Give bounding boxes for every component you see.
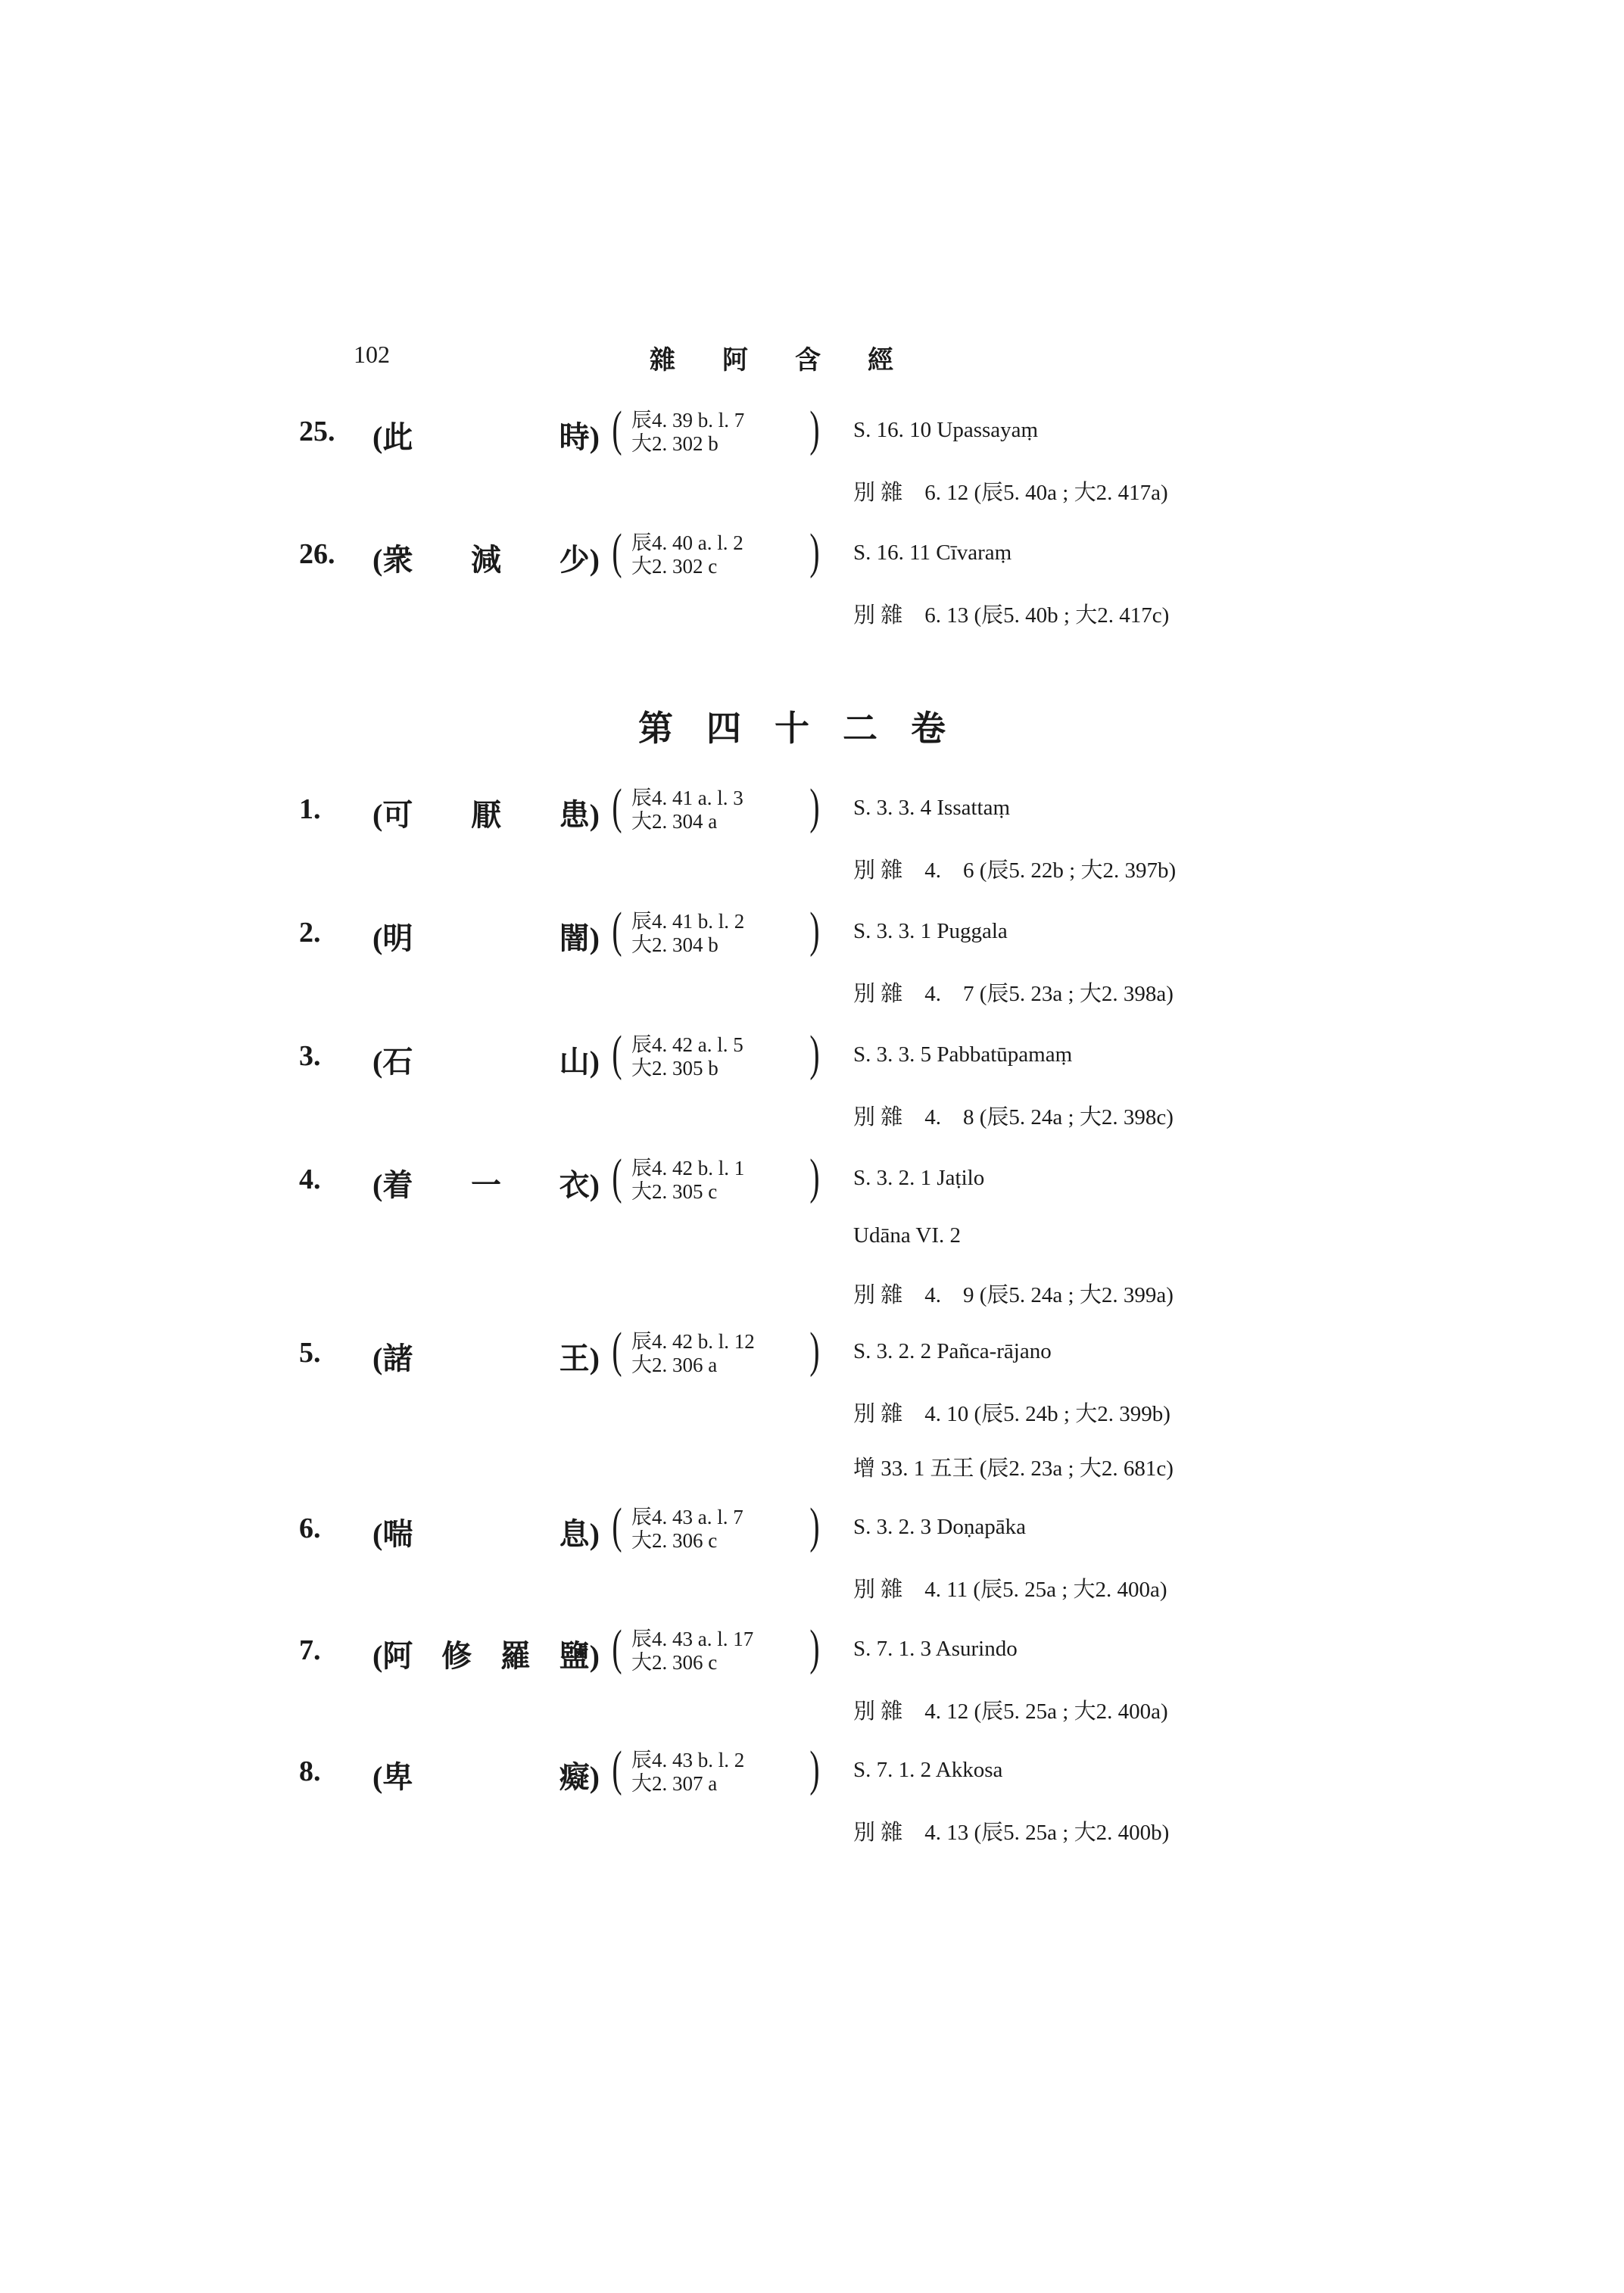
entry-title-char: 修 (441, 1639, 472, 1673)
reference-line-1: 辰4. 43 a. l. 7 (631, 1506, 743, 1528)
entry-number: 26. (299, 538, 335, 570)
reference-bracket (612, 1498, 820, 1557)
entry-title-char: 山) (559, 1045, 600, 1079)
parallel-reference: 增 33. 1 五王 (辰2. 23a ; 大2. 681c) (853, 1456, 1174, 1481)
reference-line-2: 大2. 307 a (631, 1772, 718, 1795)
parallel-reference: 別 雜 4. 11 (辰5. 25a ; 大2. 400a) (853, 1578, 1167, 1602)
left-paren: ( (612, 1620, 622, 1675)
entry-number: 8. (299, 1756, 321, 1787)
parallel-reference: 別 雜 4. 13 (辰5. 25a ; 大2. 400b) (853, 1821, 1170, 1845)
reference-line-2: 大2. 305 c (631, 1180, 718, 1203)
right-paren: ) (809, 779, 820, 834)
pali-reference: S. 3. 2. 2 Pañca-rājano (853, 1339, 1052, 1363)
right-paren: ) (809, 1741, 820, 1796)
pali-reference: S. 3. 2. 3 Doṇapāka (853, 1515, 1026, 1539)
entry-title-char: 少) (559, 543, 600, 577)
entry-title (372, 1632, 600, 1675)
entry-title-char: 王) (559, 1341, 600, 1375)
reference-line-2: 大2. 302 b (631, 432, 718, 455)
reference-bracket (612, 1620, 820, 1679)
reference-bracket (612, 1323, 820, 1382)
entry-title (372, 1335, 600, 1378)
entry-title-char: 鹽) (559, 1639, 600, 1673)
reference-line-2: 大2. 302 c (631, 555, 718, 578)
pali-reference: S. 3. 3. 1 Puggala (853, 919, 1008, 943)
entry-title-char: (阿 (372, 1639, 413, 1673)
entry-title-char: 時) (559, 420, 600, 454)
left-paren: ( (612, 1149, 622, 1204)
entry-number: 7. (299, 1634, 321, 1666)
entry-title-char: (衆 (372, 543, 413, 577)
entry-title-char: (此 (372, 420, 413, 454)
entry-number: 5. (299, 1337, 321, 1369)
entry-title (372, 791, 600, 834)
parallel-reference: 別 雜 4. 10 (辰5. 24b ; 大2. 399b) (853, 1402, 1170, 1426)
right-paren: ) (809, 1149, 820, 1204)
entry-number: 2. (299, 917, 321, 949)
entry-number: 3. (299, 1040, 321, 1072)
reference-bracket (612, 401, 820, 460)
entry-title (372, 1161, 600, 1204)
entry-title-char: (可 (372, 798, 413, 832)
reference-line-1: 辰4. 43 b. l. 2 (631, 1749, 745, 1771)
entry-title (372, 413, 600, 456)
entry-title (372, 1038, 600, 1081)
reference-line-2: 大2. 304 a (631, 810, 718, 833)
reference-line-1: 辰4. 41 b. l. 2 (631, 910, 745, 933)
left-paren: ( (612, 1498, 622, 1553)
right-paren: ) (809, 401, 820, 456)
right-paren: ) (809, 1498, 820, 1553)
left-paren: ( (612, 524, 622, 579)
parallel-reference: 別 雜 4. 12 (辰5. 25a ; 大2. 400a) (853, 1699, 1168, 1724)
reference-line-1: 辰4. 42 b. l. 1 (631, 1157, 745, 1179)
running-title: 雜阿含經 (650, 347, 940, 375)
entry-title-char: 減 (471, 543, 501, 577)
reference-line-1: 辰4. 42 a. l. 5 (631, 1033, 743, 1056)
entry-number: 1. (299, 793, 321, 825)
entry-title-char: 一 (471, 1168, 501, 1202)
right-paren: ) (809, 902, 820, 958)
pali-reference: S. 16. 11 Cīvaraṃ (853, 541, 1012, 565)
pali-reference: S. 3. 3. 5 Pabbatūpamaṃ (853, 1042, 1073, 1067)
right-paren: ) (809, 1323, 820, 1378)
entry-title-char: 羅 (500, 1639, 531, 1673)
reference-line-1: 辰4. 39 b. l. 7 (631, 409, 745, 431)
left-paren: ( (612, 1741, 622, 1796)
parallel-reference: 別 雜 4. 8 (辰5. 24a ; 大2. 398c) (853, 1105, 1174, 1129)
entry-title-char: 癡) (559, 1760, 600, 1794)
reference-line-2: 大2. 306 c (631, 1529, 718, 1552)
entry-title-char: (石 (372, 1045, 413, 1079)
reference-line-2: 大2. 305 b (631, 1057, 718, 1080)
pali-reference: S. 7. 1. 2 Akkosa (853, 1758, 1003, 1782)
entry-title-char: (着 (372, 1168, 413, 1202)
parallel-reference: Udāna VI. 2 (853, 1223, 962, 1248)
left-paren: ( (612, 902, 622, 958)
entry-number: 4. (299, 1164, 321, 1195)
page-number: 102 (354, 341, 390, 368)
entry-title (372, 914, 600, 958)
entry-title-char: 厭 (471, 798, 501, 832)
parallel-reference: 別 雜 6. 13 (辰5. 40b ; 大2. 417c) (853, 603, 1170, 628)
pali-reference: S. 3. 3. 4 Issattaṃ (853, 796, 1011, 820)
reference-bracket (612, 779, 820, 838)
entry-title (372, 1753, 600, 1796)
parallel-reference: 別 雜 4. 7 (辰5. 23a ; 大2. 398a) (853, 982, 1174, 1006)
entry-title-char: 衣) (559, 1168, 600, 1202)
reference-bracket (612, 524, 820, 583)
reference-bracket (612, 1741, 820, 1800)
reference-line-1: 辰4. 43 a. l. 17 (631, 1628, 754, 1650)
reference-bracket (612, 1026, 820, 1085)
pali-reference: S. 7. 1. 3 Asurindo (853, 1637, 1018, 1661)
entry-number: 25. (299, 416, 335, 447)
reference-line-2: 大2. 306 a (631, 1354, 718, 1376)
reference-line-2: 大2. 306 c (631, 1651, 718, 1674)
pali-reference: S. 3. 2. 1 Jaṭilo (853, 1166, 985, 1190)
left-paren: ( (612, 1026, 622, 1081)
entry-title (372, 536, 600, 579)
left-paren: ( (612, 779, 622, 834)
reference-line-1: 辰4. 42 b. l. 12 (631, 1330, 755, 1353)
right-paren: ) (809, 524, 820, 579)
reference-line-1: 辰4. 40 a. l. 2 (631, 531, 743, 554)
left-paren: ( (612, 1323, 622, 1378)
entry-number: 6. (299, 1513, 321, 1544)
pali-reference: S. 16. 10 Upassayaṃ (853, 418, 1039, 442)
entry-title-char: 闇) (559, 921, 600, 955)
entry-title-char: (諸 (372, 1341, 413, 1375)
entry-title-char: 患) (559, 798, 600, 832)
entry-title-char: (卑 (372, 1760, 413, 1794)
reference-line-1: 辰4. 41 a. l. 3 (631, 787, 743, 809)
parallel-reference: 別 雜 4. 6 (辰5. 22b ; 大2. 397b) (853, 858, 1177, 883)
entry-title-char: (明 (372, 921, 413, 955)
reference-bracket (612, 902, 820, 961)
right-paren: ) (809, 1620, 820, 1675)
parallel-reference: 別 雜 6. 12 (辰5. 40a ; 大2. 417a) (853, 481, 1168, 505)
left-paren: ( (612, 401, 622, 456)
entry-title-char: 息) (559, 1517, 600, 1551)
reference-line-2: 大2. 304 b (631, 933, 718, 956)
entry-title (372, 1510, 600, 1553)
right-paren: ) (809, 1026, 820, 1081)
section-title: 第四十二卷 (638, 709, 979, 748)
reference-bracket (612, 1149, 820, 1208)
parallel-reference: 別 雜 4. 9 (辰5. 24a ; 大2. 399a) (853, 1283, 1174, 1307)
entry-title-char: (喘 (372, 1517, 413, 1551)
